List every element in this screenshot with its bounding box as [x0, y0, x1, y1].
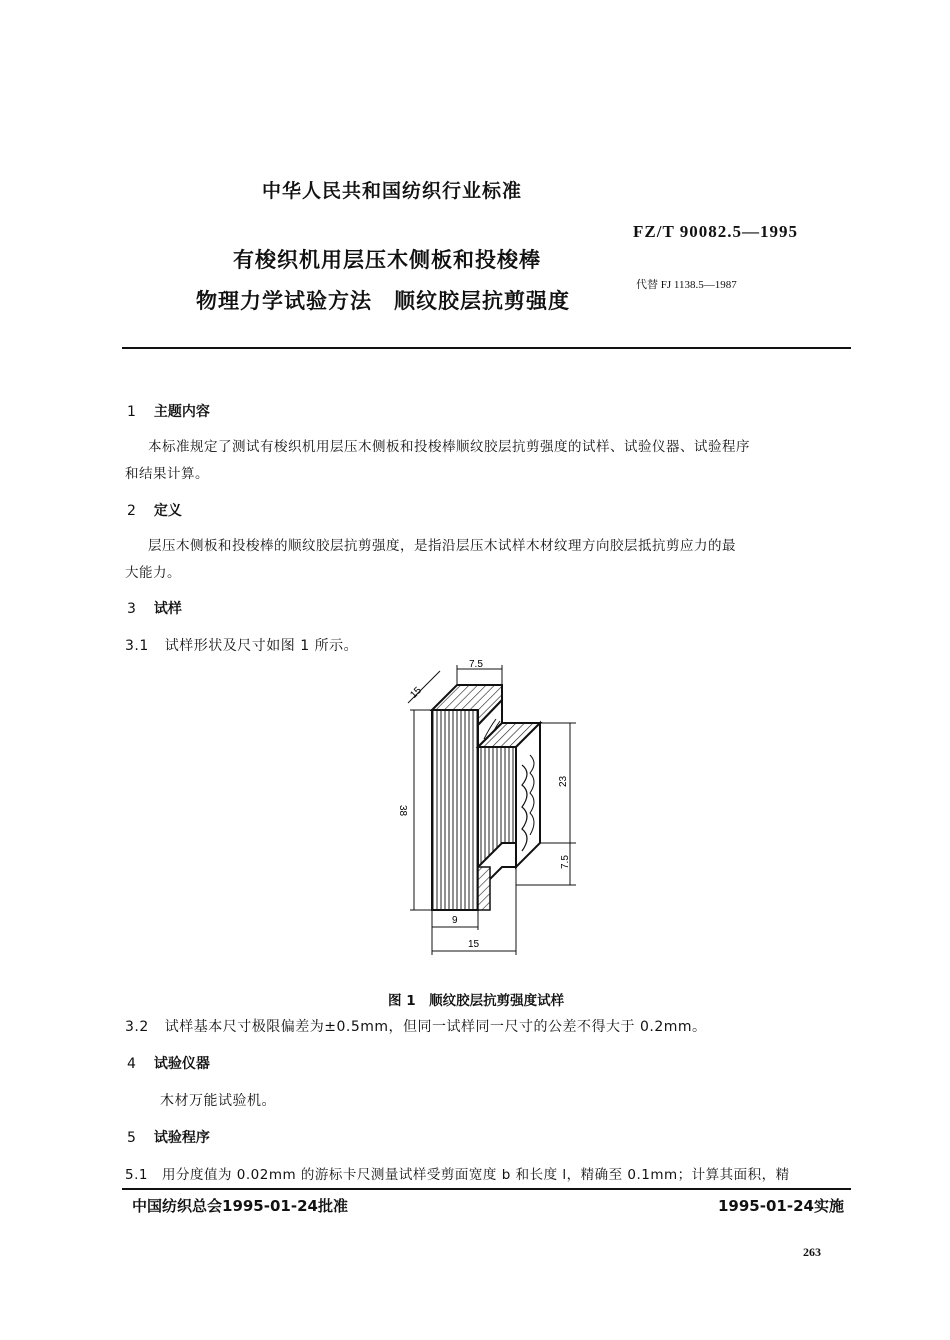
- section-title: 试验仪器: [153, 1056, 210, 1072]
- clause-number: 5.1: [125, 1167, 148, 1183]
- clause-text: 用分度值为 0.02mm 的游标卡尺测量试样受剪面宽度 b 和长度 l，精确至 0.1mm；计算其面积，精: [161, 1167, 790, 1183]
- section-title: 试验程序: [153, 1130, 210, 1146]
- footer-rule: [122, 1188, 851, 1190]
- dim-diagonal: 15: [408, 685, 424, 701]
- section-number: 2: [127, 503, 136, 519]
- section-number: 3: [127, 601, 136, 617]
- approval-note: 中国纺织总会1995-01-24批准: [132, 1197, 348, 1215]
- replaces-note: 代替 FJ 1138.5—1987: [636, 279, 737, 291]
- page-number: 263: [803, 1245, 821, 1259]
- dim-lower-right: 7.5: [560, 855, 571, 869]
- clause-3-2: [125, 1016, 707, 1036]
- clause-3-1: [125, 635, 358, 655]
- section-2-body-line2: 大能力。: [125, 565, 181, 581]
- dim-bottom-inner: 9: [452, 915, 458, 926]
- clause-number: 3.1: [125, 638, 149, 654]
- section-2-body-line1: 层压木侧板和投梭棒的顺纹胶层抗剪强度，是指沿层压木试样木材纹理方向胶层抵抗剪应力的最: [148, 538, 736, 554]
- specimen-left-laminate: [432, 710, 478, 910]
- section-4-heading: [127, 1053, 210, 1073]
- section-1-body-line2: 和结果计算。: [125, 466, 209, 482]
- doc-title-line1: 有梭织机用层压木侧板和投梭棒: [233, 248, 541, 272]
- section-title: 主题内容: [153, 404, 210, 420]
- section-number: 5: [127, 1130, 136, 1146]
- dim-bottom-total: 15: [468, 939, 480, 950]
- dim-upper-right: 23: [558, 775, 569, 787]
- section-3-heading: [127, 598, 182, 618]
- section-5-heading: [127, 1127, 210, 1147]
- header-rule: [122, 347, 851, 349]
- clause-text: 试样形状及尺寸如图 1 所示。: [164, 638, 359, 654]
- section-number: 4: [127, 1056, 136, 1072]
- figure-caption: 图 1 顺纹胶层抗剪强度试样: [388, 993, 565, 1009]
- specimen-right-endgrain: [516, 723, 540, 867]
- clause-number: 3.2: [125, 1019, 149, 1035]
- dim-height: 38: [397, 805, 408, 817]
- section-1-body-line1: 本标准规定了测试有梭织机用层压木侧板和投梭棒顺纹胶层抗剪强度的试样、试验仪器、试验程序: [148, 439, 750, 455]
- section-number: 1: [127, 404, 136, 420]
- specimen-figure: [380, 655, 600, 965]
- section-2-heading: [127, 500, 182, 520]
- clause-text: 试样基本尺寸极限偏差为±0.5mm，但同一试样同一尺寸的公差不得大于 0.2mm。: [164, 1019, 707, 1035]
- doc-title-line2: 物理力学试验方法 顺纹胶层抗剪强度: [196, 289, 570, 313]
- section-1-heading: [127, 401, 210, 421]
- section-title: 试样: [153, 601, 182, 617]
- section-4-body: 木材万能试验机。: [160, 1093, 276, 1109]
- section-title: 定义: [153, 503, 182, 519]
- implementation-note: 1995-01-24实施: [718, 1197, 844, 1215]
- standard-number: FZ/T 90082.5—1995: [633, 222, 798, 241]
- clause-5-1: [125, 1163, 790, 1183]
- dim-top: 7.5: [469, 659, 483, 670]
- org-title: 中华人民共和国纺织行业标准: [262, 180, 523, 202]
